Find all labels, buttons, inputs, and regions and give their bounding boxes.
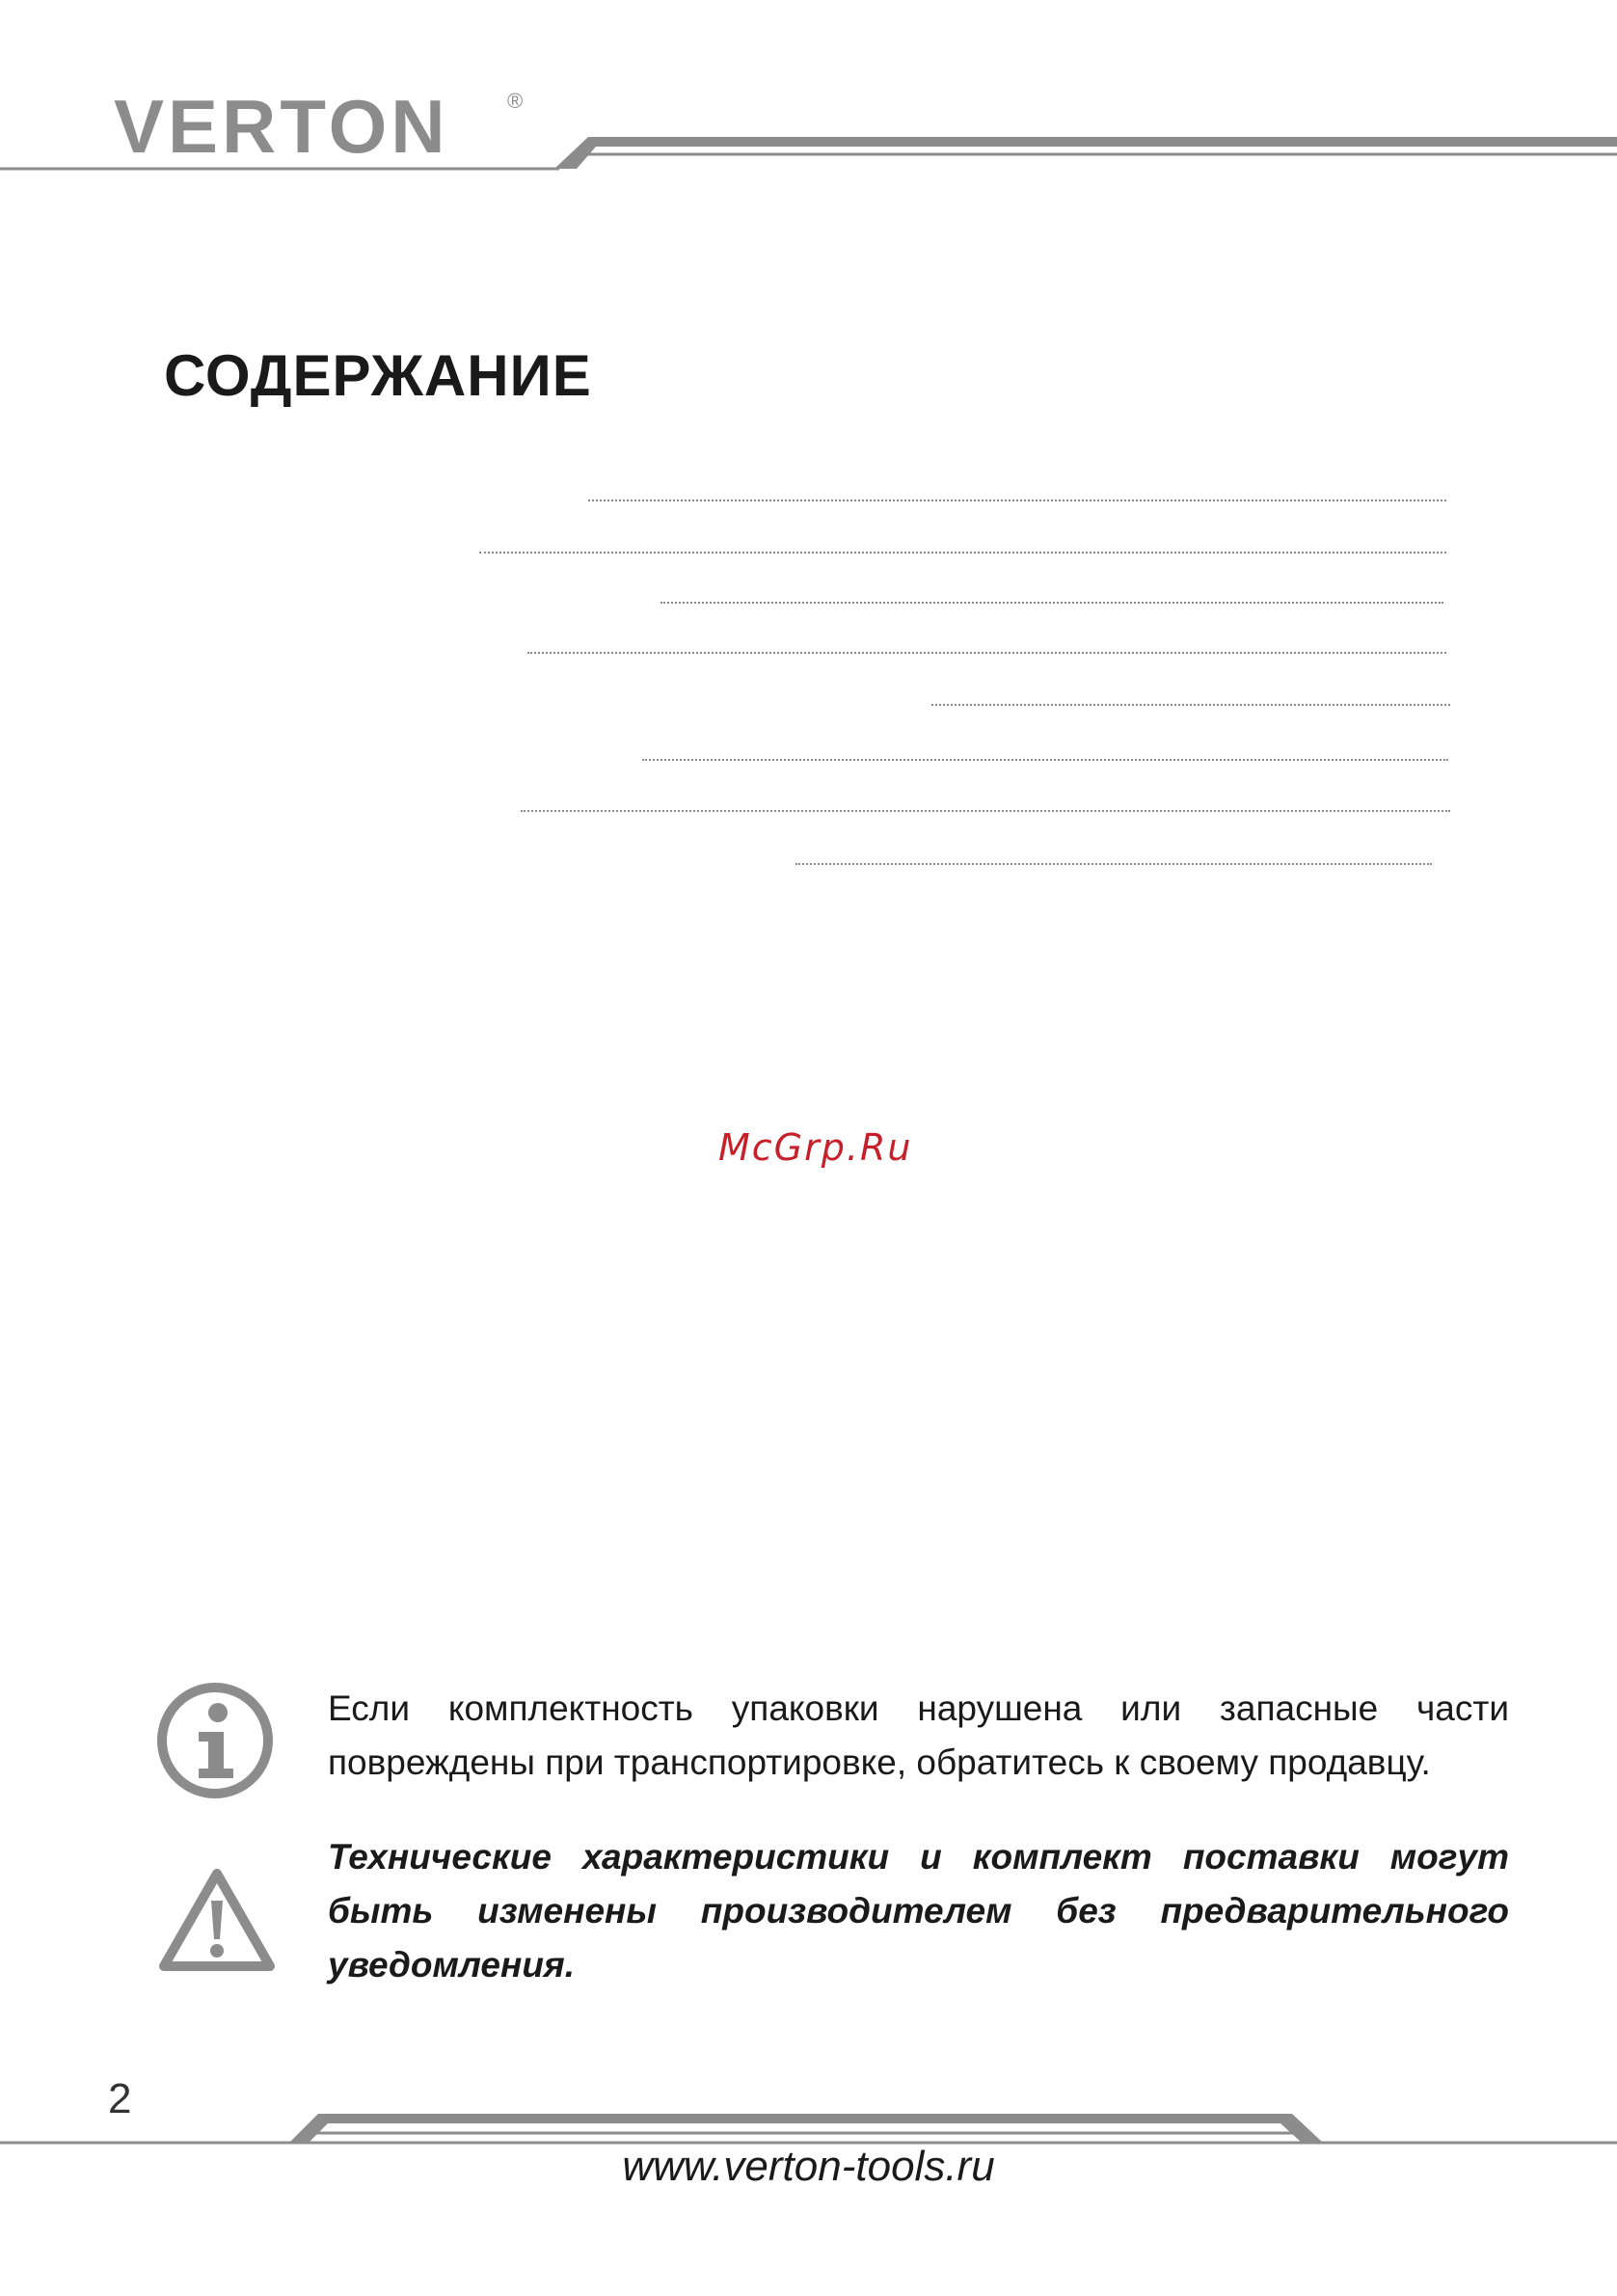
toc-leader	[521, 810, 1450, 812]
toc-leader	[479, 552, 1446, 554]
info-notice-text: Если комплектность упаковки нарушена или запасные части повреждены при транспортировке, обратитесь к своему продавцу.	[328, 1688, 1509, 1782]
warning-notice-text: Технические характеристики и комплект поставки могут быть изменены производителем без предварительного уведомления.	[328, 1837, 1509, 1985]
toc-leader	[527, 652, 1446, 654]
toc-leader	[588, 500, 1446, 501]
page-number: 2	[108, 2075, 132, 2122]
registered-mark: ®	[507, 89, 524, 113]
footer-website-link[interactable]: www.verton-tools.ru	[622, 2143, 995, 2190]
logo-wordmark: VERTON	[114, 89, 449, 166]
toc-title: СОДЕРЖАНИЕ	[164, 343, 592, 408]
toc-leader	[931, 704, 1450, 706]
info-icon	[154, 1680, 276, 1801]
warning-icon	[156, 1866, 278, 1974]
toc-leader	[795, 863, 1432, 865]
header-rule	[0, 125, 1617, 174]
watermark: McGrp.Ru	[718, 1126, 913, 1169]
toc-leader	[660, 602, 1443, 604]
toc-leader	[642, 759, 1448, 761]
